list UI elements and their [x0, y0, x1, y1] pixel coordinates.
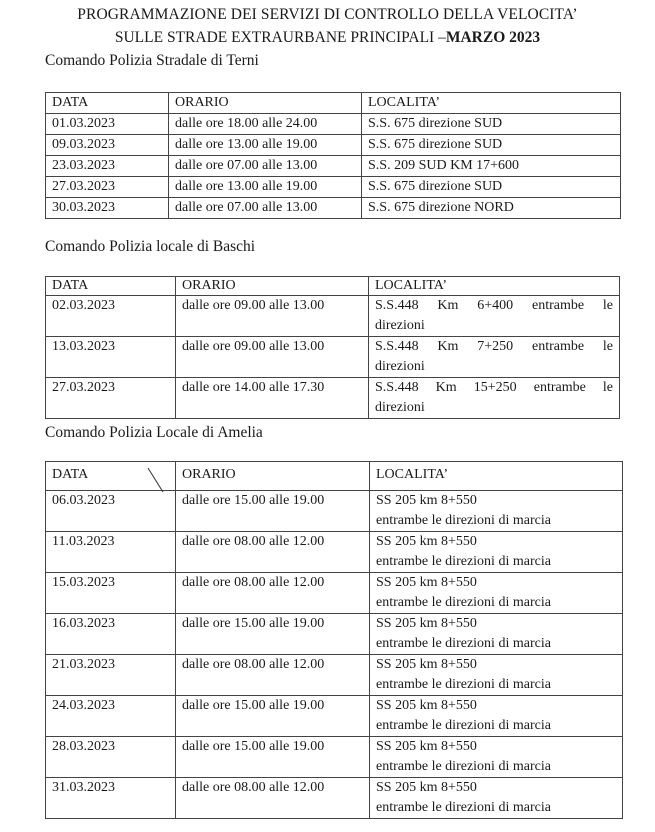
localita-line1: S.S.448 Km 15+250 entrambe le [375, 380, 613, 395]
cell-orario: dalle ore 09.00 alle 13.00 [176, 296, 369, 337]
column-header-localita: LOCALITA’ [370, 462, 623, 491]
table-row [46, 655, 623, 696]
localita-line1: SS 205 km 8+550 [376, 739, 477, 754]
cell-data: 31.03.2023 [46, 778, 176, 819]
cell-localita: S.S. 675 direzione NORD [362, 198, 621, 219]
column-header-orario: ORARIO [169, 93, 362, 114]
column-header-localita: LOCALITA’ [369, 277, 620, 296]
cell-localita [370, 655, 623, 696]
cell-localita [370, 778, 623, 819]
cell-data: 21.03.2023 [46, 655, 176, 696]
table-row [46, 337, 620, 378]
cell-data: 01.03.2023 [46, 114, 169, 135]
table-row [46, 737, 623, 778]
table-header-row [46, 277, 620, 296]
cell-data: 06.03.2023 [46, 491, 176, 532]
table-row [46, 491, 623, 532]
cell-data: 28.03.2023 [46, 737, 176, 778]
localita-line2: direzioni [375, 359, 425, 374]
cell-orario: dalle ore 15.00 alle 19.00 [176, 737, 370, 778]
schedule-table-terni [45, 92, 621, 219]
cell-orario: dalle ore 07.00 alle 13.00 [169, 198, 362, 219]
localita-line2: entrambe le direzioni di marcia [376, 677, 551, 692]
table-row [46, 135, 621, 156]
localita-line2: entrambe le direzioni di marcia [376, 513, 551, 528]
localita-line2: direzioni [375, 400, 425, 415]
column-header-data: DATA [46, 462, 176, 491]
localita-line1: SS 205 km 8+550 [376, 698, 477, 713]
cell-orario: dalle ore 08.00 alle 12.00 [176, 655, 370, 696]
cell-localita [370, 614, 623, 655]
cell-localita [369, 337, 620, 378]
cell-data: 09.03.2023 [46, 135, 169, 156]
localita-line1: SS 205 km 8+550 [376, 780, 477, 795]
cell-orario: dalle ore 08.00 alle 12.00 [176, 532, 370, 573]
localita-line2: entrambe le direzioni di marcia [376, 595, 551, 610]
cell-localita: S.S. 675 direzione SUD [362, 177, 621, 198]
page-title: PROGRAMMAZIONE DEI SERVIZI DI CONTROLLO DELLA VELOCITA’ [77, 6, 578, 23]
cell-localita [370, 696, 623, 737]
localita-line1: S.S.448 Km 6+400 entrambe le [375, 298, 613, 313]
table-row [46, 114, 621, 135]
table-row [46, 156, 621, 177]
localita-line1: SS 205 km 8+550 [376, 493, 477, 508]
pen-stroke-mark [147, 467, 165, 493]
localita-line1: SS 205 km 8+550 [376, 575, 477, 590]
table-header-row [46, 462, 623, 491]
cell-localita: S.S. 209 SUD KM 17+600 [362, 156, 621, 177]
section-title-baschi: Comando Polizia locale di Baschi [45, 238, 256, 255]
cell-data: 30.03.2023 [46, 198, 169, 219]
localita-line2: entrambe le direzioni di marcia [376, 636, 551, 651]
column-header-data: DATA [46, 277, 176, 296]
localita-line2: direzioni [375, 318, 425, 333]
schedule-table-amelia [45, 461, 623, 819]
page-subtitle [0, 29, 655, 47]
cell-data: 15.03.2023 [46, 573, 176, 614]
cell-orario: dalle ore 15.00 alle 19.00 [176, 491, 370, 532]
column-header-data: DATA [46, 93, 169, 114]
table-row [46, 573, 623, 614]
table-row [46, 198, 621, 219]
cell-localita [369, 296, 620, 337]
localita-line2: entrambe le direzioni di marcia [376, 800, 551, 815]
cell-data: 24.03.2023 [46, 696, 176, 737]
cell-orario: dalle ore 15.00 alle 19.00 [176, 696, 370, 737]
cell-localita [370, 532, 623, 573]
table-row [46, 696, 623, 737]
cell-data: 02.03.2023 [46, 296, 176, 337]
cell-data: 13.03.2023 [46, 337, 176, 378]
cell-orario: dalle ore 14.00 alle 17.30 [176, 378, 369, 419]
section-title-terni: Comando Polizia Stradale di Terni [45, 52, 259, 69]
localita-line1: SS 205 km 8+550 [376, 616, 477, 631]
table-row [46, 532, 623, 573]
cell-orario: dalle ore 07.00 alle 13.00 [169, 156, 362, 177]
cell-localita: S.S. 675 direzione SUD [362, 135, 621, 156]
table-row [46, 378, 620, 419]
cell-data: 23.03.2023 [46, 156, 169, 177]
cell-localita [370, 491, 623, 532]
localita-line2: entrambe le direzioni di marcia [376, 718, 551, 733]
subtitle-month: MARZO 2023 [445, 29, 541, 46]
cell-orario: dalle ore 18.00 alle 24.00 [169, 114, 362, 135]
subtitle-text: SULLE STRADE EXTRAURBANE PRINCIPALI – [114, 29, 446, 46]
localita-line1: S.S.448 Km 7+250 entrambe le [375, 339, 613, 354]
localita-line2: entrambe le direzioni di marcia [376, 554, 551, 569]
cell-data: 27.03.2023 [46, 378, 176, 419]
cell-orario: dalle ore 15.00 alle 19.00 [176, 614, 370, 655]
table-row [46, 177, 621, 198]
cell-localita [370, 737, 623, 778]
cell-orario: dalle ore 13.00 alle 19.00 [169, 177, 362, 198]
column-header-localita: LOCALITA’ [362, 93, 621, 114]
column-header-orario: ORARIO [176, 462, 370, 491]
column-header-orario: ORARIO [176, 277, 369, 296]
cell-data: 11.03.2023 [46, 532, 176, 573]
cell-orario: dalle ore 13.00 alle 19.00 [169, 135, 362, 156]
table-row [46, 614, 623, 655]
localita-line1: SS 205 km 8+550 [376, 534, 477, 549]
cell-data: 27.03.2023 [46, 177, 169, 198]
cell-localita [369, 378, 620, 419]
section-title-amelia: Comando Polizia Locale di Amelia [45, 424, 263, 441]
cell-orario: dalle ore 08.00 alle 12.00 [176, 778, 370, 819]
cell-orario: dalle ore 09.00 alle 13.00 [176, 337, 369, 378]
cell-localita: S.S. 675 direzione SUD [362, 114, 621, 135]
cell-orario: dalle ore 08.00 alle 12.00 [176, 573, 370, 614]
table-row [46, 296, 620, 337]
schedule-table-baschi [45, 276, 620, 419]
table-header-row [46, 93, 621, 114]
localita-line2: entrambe le direzioni di marcia [376, 759, 551, 774]
cell-data: 16.03.2023 [46, 614, 176, 655]
localita-line1: SS 205 km 8+550 [376, 657, 477, 672]
cell-localita [370, 573, 623, 614]
table-row [46, 778, 623, 819]
